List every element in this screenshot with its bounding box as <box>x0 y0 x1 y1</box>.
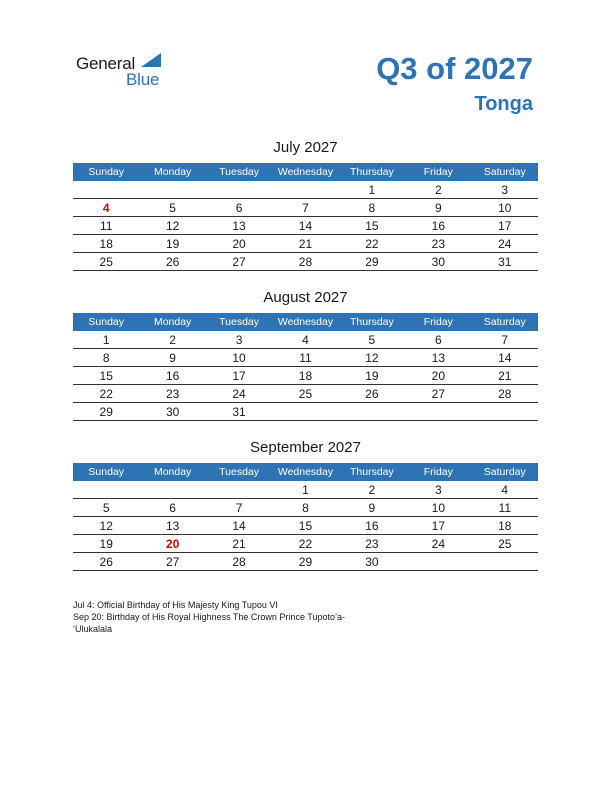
day-cell: 1 <box>73 331 139 349</box>
empty-day-cell <box>206 181 272 199</box>
empty-day-cell <box>73 181 139 199</box>
day-cell: 27 <box>139 553 205 571</box>
week-row <box>73 385 538 403</box>
weekday-header: Thursday <box>339 163 405 181</box>
weekday-header: Friday <box>405 463 471 481</box>
day-cell: 10 <box>405 499 471 517</box>
day-cell: 28 <box>206 553 272 571</box>
week-row <box>73 367 538 385</box>
day-cell: 28 <box>272 253 338 271</box>
holiday-note: Sep 20: Birthday of His Royal Highness The Crown Prince Tupoto’a- <box>73 612 345 622</box>
day-cell: 23 <box>139 385 205 403</box>
day-cell: 23 <box>339 535 405 553</box>
calendar-grid <box>73 463 538 571</box>
day-cell: 2 <box>339 481 405 499</box>
week-row <box>73 253 538 271</box>
day-cell: 4 <box>272 331 338 349</box>
day-cell: 7 <box>272 199 338 217</box>
weekday-header: Friday <box>405 313 471 331</box>
page-subtitle: Tonga <box>474 93 533 115</box>
day-cell: 6 <box>206 199 272 217</box>
day-cell: 3 <box>206 331 272 349</box>
day-cell: 22 <box>73 385 139 403</box>
weekday-header: Wednesday <box>272 463 338 481</box>
day-cell: 5 <box>139 199 205 217</box>
day-cell: 16 <box>139 367 205 385</box>
logo-text-general: General <box>76 54 136 73</box>
day-cell: 12 <box>73 517 139 535</box>
empty-day-cell <box>405 403 471 421</box>
day-cell: 10 <box>206 349 272 367</box>
weekday-header: Sunday <box>73 163 139 181</box>
day-cell: 18 <box>472 517 538 535</box>
empty-day-cell <box>405 553 471 571</box>
weekday-header: Saturday <box>472 313 538 331</box>
day-cell: 6 <box>139 499 205 517</box>
day-cell: 23 <box>405 235 471 253</box>
logo-text-blue: Blue <box>126 70 160 89</box>
day-cell: 25 <box>472 535 538 553</box>
weekday-header: Tuesday <box>206 463 272 481</box>
empty-day-cell <box>139 481 205 499</box>
day-cell: 2 <box>405 181 471 199</box>
day-cell: 14 <box>272 217 338 235</box>
day-cell: 15 <box>339 217 405 235</box>
holiday-day-cell: 4 <box>73 199 139 217</box>
weekday-header-row <box>73 163 538 181</box>
day-cell: 12 <box>139 217 205 235</box>
week-row <box>73 553 538 571</box>
day-cell: 30 <box>139 403 205 421</box>
day-cell: 19 <box>339 367 405 385</box>
weekday-header: Wednesday <box>272 313 338 331</box>
week-row <box>73 481 538 499</box>
weekday-header: Monday <box>139 163 205 181</box>
holiday-day-cell: 20 <box>139 535 205 553</box>
day-cell: 24 <box>472 235 538 253</box>
day-cell: 17 <box>206 367 272 385</box>
weekday-header: Saturday <box>472 463 538 481</box>
weekday-header-row <box>73 463 538 481</box>
day-cell: 20 <box>405 367 471 385</box>
weekday-header-row <box>73 313 538 331</box>
week-row <box>73 403 538 421</box>
day-cell: 13 <box>206 217 272 235</box>
day-cell: 21 <box>272 235 338 253</box>
empty-day-cell <box>73 481 139 499</box>
day-cell: 15 <box>272 517 338 535</box>
day-cell: 29 <box>73 403 139 421</box>
weekday-header: Tuesday <box>206 313 272 331</box>
day-cell: 13 <box>405 349 471 367</box>
day-cell: 5 <box>339 331 405 349</box>
day-cell: 2 <box>139 331 205 349</box>
empty-day-cell <box>339 403 405 421</box>
calendar-grid <box>73 313 538 421</box>
day-cell: 31 <box>206 403 272 421</box>
day-cell: 18 <box>272 367 338 385</box>
day-cell: 17 <box>472 217 538 235</box>
day-cell: 8 <box>339 199 405 217</box>
day-cell: 11 <box>73 217 139 235</box>
day-cell: 14 <box>472 349 538 367</box>
day-cell: 3 <box>405 481 471 499</box>
month-title: August 2027 <box>263 289 348 306</box>
day-cell: 5 <box>73 499 139 517</box>
week-row <box>73 181 538 199</box>
holiday-notes <box>73 599 403 635</box>
month-september <box>73 439 538 571</box>
month-july <box>73 139 538 271</box>
day-cell: 26 <box>73 553 139 571</box>
calendar-grid <box>73 163 538 271</box>
brand-logo <box>76 52 186 88</box>
day-cell: 1 <box>339 181 405 199</box>
empty-day-cell <box>206 481 272 499</box>
day-cell: 3 <box>472 181 538 199</box>
day-cell: 7 <box>206 499 272 517</box>
day-cell: 16 <box>405 217 471 235</box>
week-row <box>73 535 538 553</box>
day-cell: 6 <box>405 331 471 349</box>
day-cell: 26 <box>139 253 205 271</box>
day-cell: 7 <box>472 331 538 349</box>
day-cell: 30 <box>339 553 405 571</box>
empty-day-cell <box>272 403 338 421</box>
day-cell: 30 <box>405 253 471 271</box>
day-cell: 29 <box>272 553 338 571</box>
holiday-note: Jul 4: Official Birthday of His Majesty King Tupou VI <box>73 600 278 610</box>
day-cell: 25 <box>272 385 338 403</box>
day-cell: 24 <box>405 535 471 553</box>
weekday-header: Wednesday <box>272 163 338 181</box>
weekday-header: Monday <box>139 463 205 481</box>
day-cell: 15 <box>73 367 139 385</box>
day-cell: 21 <box>206 535 272 553</box>
day-cell: 16 <box>339 517 405 535</box>
day-cell: 9 <box>405 199 471 217</box>
month-title: July 2027 <box>273 139 338 156</box>
day-cell: 18 <box>73 235 139 253</box>
day-cell: 1 <box>272 481 338 499</box>
weekday-header: Friday <box>405 163 471 181</box>
day-cell: 17 <box>405 517 471 535</box>
empty-day-cell <box>272 181 338 199</box>
day-cell: 22 <box>339 235 405 253</box>
month-title: September 2027 <box>250 439 361 456</box>
day-cell: 31 <box>472 253 538 271</box>
day-cell: 20 <box>206 235 272 253</box>
day-cell: 22 <box>272 535 338 553</box>
day-cell: 25 <box>73 253 139 271</box>
day-cell: 10 <box>472 199 538 217</box>
week-row <box>73 349 538 367</box>
day-cell: 8 <box>73 349 139 367</box>
empty-day-cell <box>472 403 538 421</box>
day-cell: 4 <box>472 481 538 499</box>
week-row <box>73 499 538 517</box>
day-cell: 11 <box>272 349 338 367</box>
day-cell: 12 <box>339 349 405 367</box>
day-cell: 21 <box>472 367 538 385</box>
weekday-header: Thursday <box>339 463 405 481</box>
month-august <box>73 289 538 421</box>
day-cell: 9 <box>139 349 205 367</box>
day-cell: 29 <box>339 253 405 271</box>
day-cell: 19 <box>139 235 205 253</box>
week-row <box>73 199 538 217</box>
day-cell: 28 <box>472 385 538 403</box>
day-cell: 27 <box>206 253 272 271</box>
holiday-note: ‘Ulukalala <box>73 624 113 634</box>
weekday-header: Tuesday <box>206 163 272 181</box>
day-cell: 27 <box>405 385 471 403</box>
empty-day-cell <box>472 553 538 571</box>
week-row <box>73 217 538 235</box>
logo-triangle-icon <box>141 53 161 67</box>
day-cell: 26 <box>339 385 405 403</box>
day-cell: 9 <box>339 499 405 517</box>
weekday-header: Sunday <box>73 463 139 481</box>
empty-day-cell <box>139 181 205 199</box>
weekday-header: Thursday <box>339 313 405 331</box>
day-cell: 11 <box>472 499 538 517</box>
day-cell: 19 <box>73 535 139 553</box>
page-title: Q3 of 2027 <box>376 51 533 86</box>
weekday-header: Saturday <box>472 163 538 181</box>
week-row <box>73 235 538 253</box>
day-cell: 8 <box>272 499 338 517</box>
weekday-header: Sunday <box>73 313 139 331</box>
weekday-header: Monday <box>139 313 205 331</box>
day-cell: 13 <box>139 517 205 535</box>
week-row <box>73 331 538 349</box>
day-cell: 14 <box>206 517 272 535</box>
week-row <box>73 517 538 535</box>
day-cell: 24 <box>206 385 272 403</box>
